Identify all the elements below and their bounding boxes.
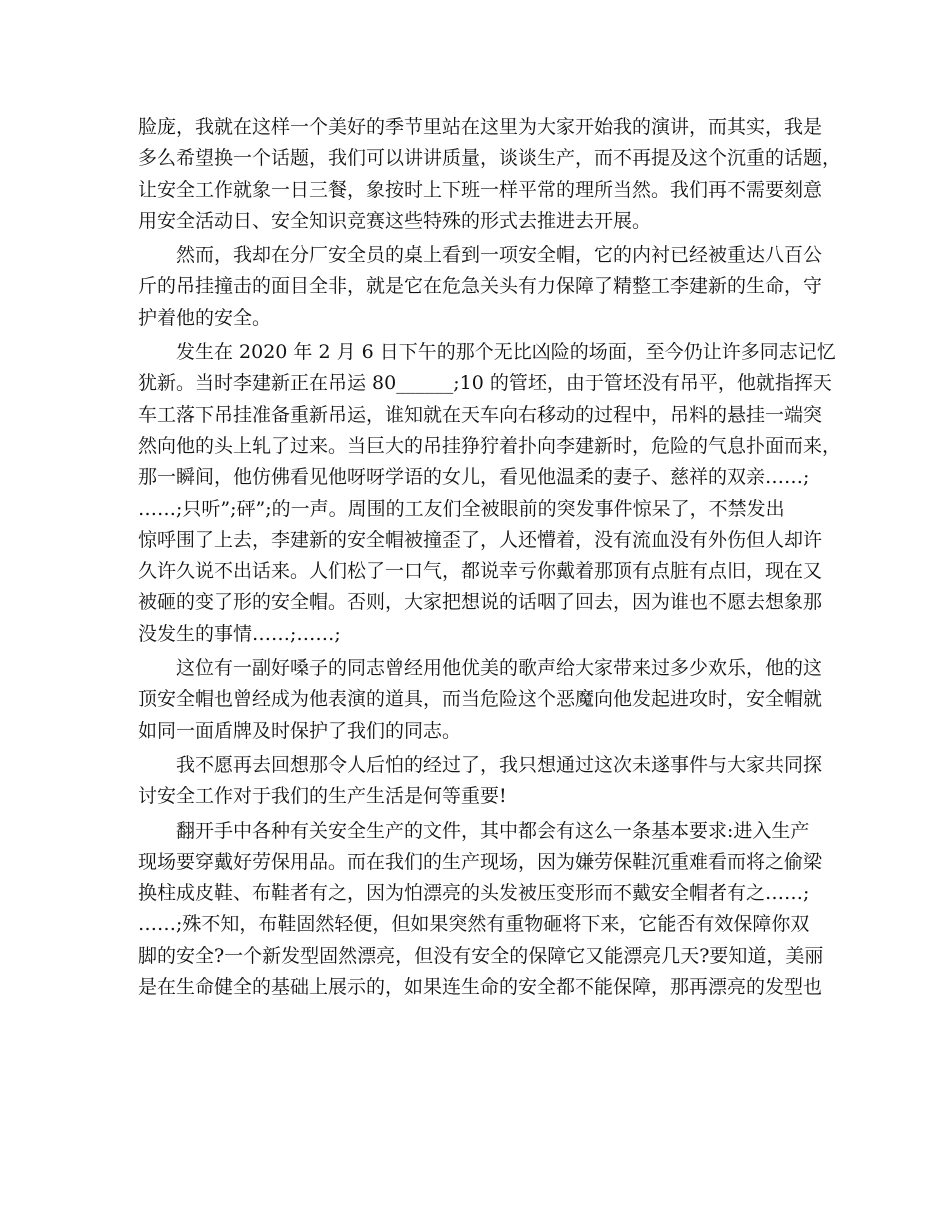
paragraph [138,112,842,237]
paragraph [138,750,823,813]
text-line: 惊呼围了上去，李建新的安全帽被撞歪了，人还懵着，没有流血没有外伤但人却许 [138,528,823,551]
paragraph [138,337,842,650]
text-line: 让安全工作就象一日三餐，象按时上下班一样平常的理所当然。我们再不需要刻意 [138,178,823,201]
text-line: 被砸的变了形的安全帽。否则，大家把想说的话咽了回去，因为谁也不愿去想象那 [138,591,823,614]
text-line: 那一瞬间，他仿佛看见他呀呀学语的女儿，看见他温柔的妻子、慈祥的双亲……; [138,466,810,489]
text-line: 然向他的头上轧了过来。当巨大的吊挂狰狞着扑向李建新时，危险的气息扑面而来， [138,434,842,457]
text-line: 讨安全工作对于我们的生产生活是何等重要! [138,785,507,808]
document-body [138,112,842,1003]
text-line: 现场要穿戴好劳保用品。而在我们的生产现场，因为嫌劳保鞋沉重难看而将之偷梁 [138,850,823,873]
paragraph [138,816,824,1004]
text-line: 翻开手中各种有关安全生产的文件，其中都会有这么一条基本要求:进入生产 [138,819,810,842]
text-line: 斤的吊挂撞击的面目全非，就是它在危急关头有力保障了精整工李建新的生命，守 [138,275,823,298]
text-line: 这位有一副好嗓子的同志曾经用他优美的歌声给大家带来过多少欢乐，他的这 [138,657,823,680]
text-line: 多么希望换一个话题，我们可以讲讲质量，谈谈生产，而不再提及这个沉重的话题， [138,147,842,170]
text-line: 是在生命健全的基础上展示的，如果连生命的安全都不能保障，那再漂亮的发型也 [138,976,823,999]
text-line: 没发生的事情……;……; [138,622,341,645]
text-line: 犹新。当时李建新正在吊运 80______;10 的管坯，由于管坯没有吊平，他就指挥天 [138,372,832,395]
text-line: ……;殊不知，布鞋固然轻便，但如果突然有重物砸将下来，它能否有效保障你双 [138,913,810,936]
text-line: 换柱成皮鞋、布鞋者有之，因为怕漂亮的头发被压变形而不戴安全帽者有之……; [138,882,810,905]
text-line: 护着他的安全。 [138,306,272,329]
paragraph [138,240,823,334]
text-line: 如同一面盾牌及时保护了我们的同志。 [138,719,462,742]
text-line: 发生在 2020 年 2 月 6 日下午的那个无比凶险的场面，至今仍让许多同志记忆 [138,341,836,364]
text-line: 用安全活动日、安全知识竞赛这些特殊的形式去推进去开展。 [138,209,652,232]
text-line: 车工落下吊挂准备重新吊运，谁知就在天车向右移动的过程中，吊料的悬挂一端突 [138,403,823,426]
text-line: 然而，我却在分厂安全员的桌上看到一项安全帽，它的内衬已经被重达八百公 [138,244,823,267]
text-line: 脚的安全?一个新发型固然漂亮，但没有安全的保障它又能漂亮几天?要知道，美丽 [138,944,824,967]
text-line: 顶安全帽也曾经成为他表演的道具，而当危险这个恶魔向他发起进攻时，安全帽就 [138,688,823,711]
text-line: 脸庞，我就在这样一个美好的季节里站在这里为大家开始我的演讲，而其实，我是 [138,116,823,138]
text-line: 久许久说不出话来。人们松了一口气，都说幸亏你戴着那顶有点脏有点旧，现在又 [138,560,823,583]
paragraph [138,653,823,747]
text-line: ……;只听”;砰”;的一声。周围的工友们全被眼前的突发事件惊呆了，不禁发出 [138,497,785,520]
text-line: 我不愿再去回想那令人后怕的经过了，我只想通过这次未遂事件与大家共同探 [138,753,823,776]
